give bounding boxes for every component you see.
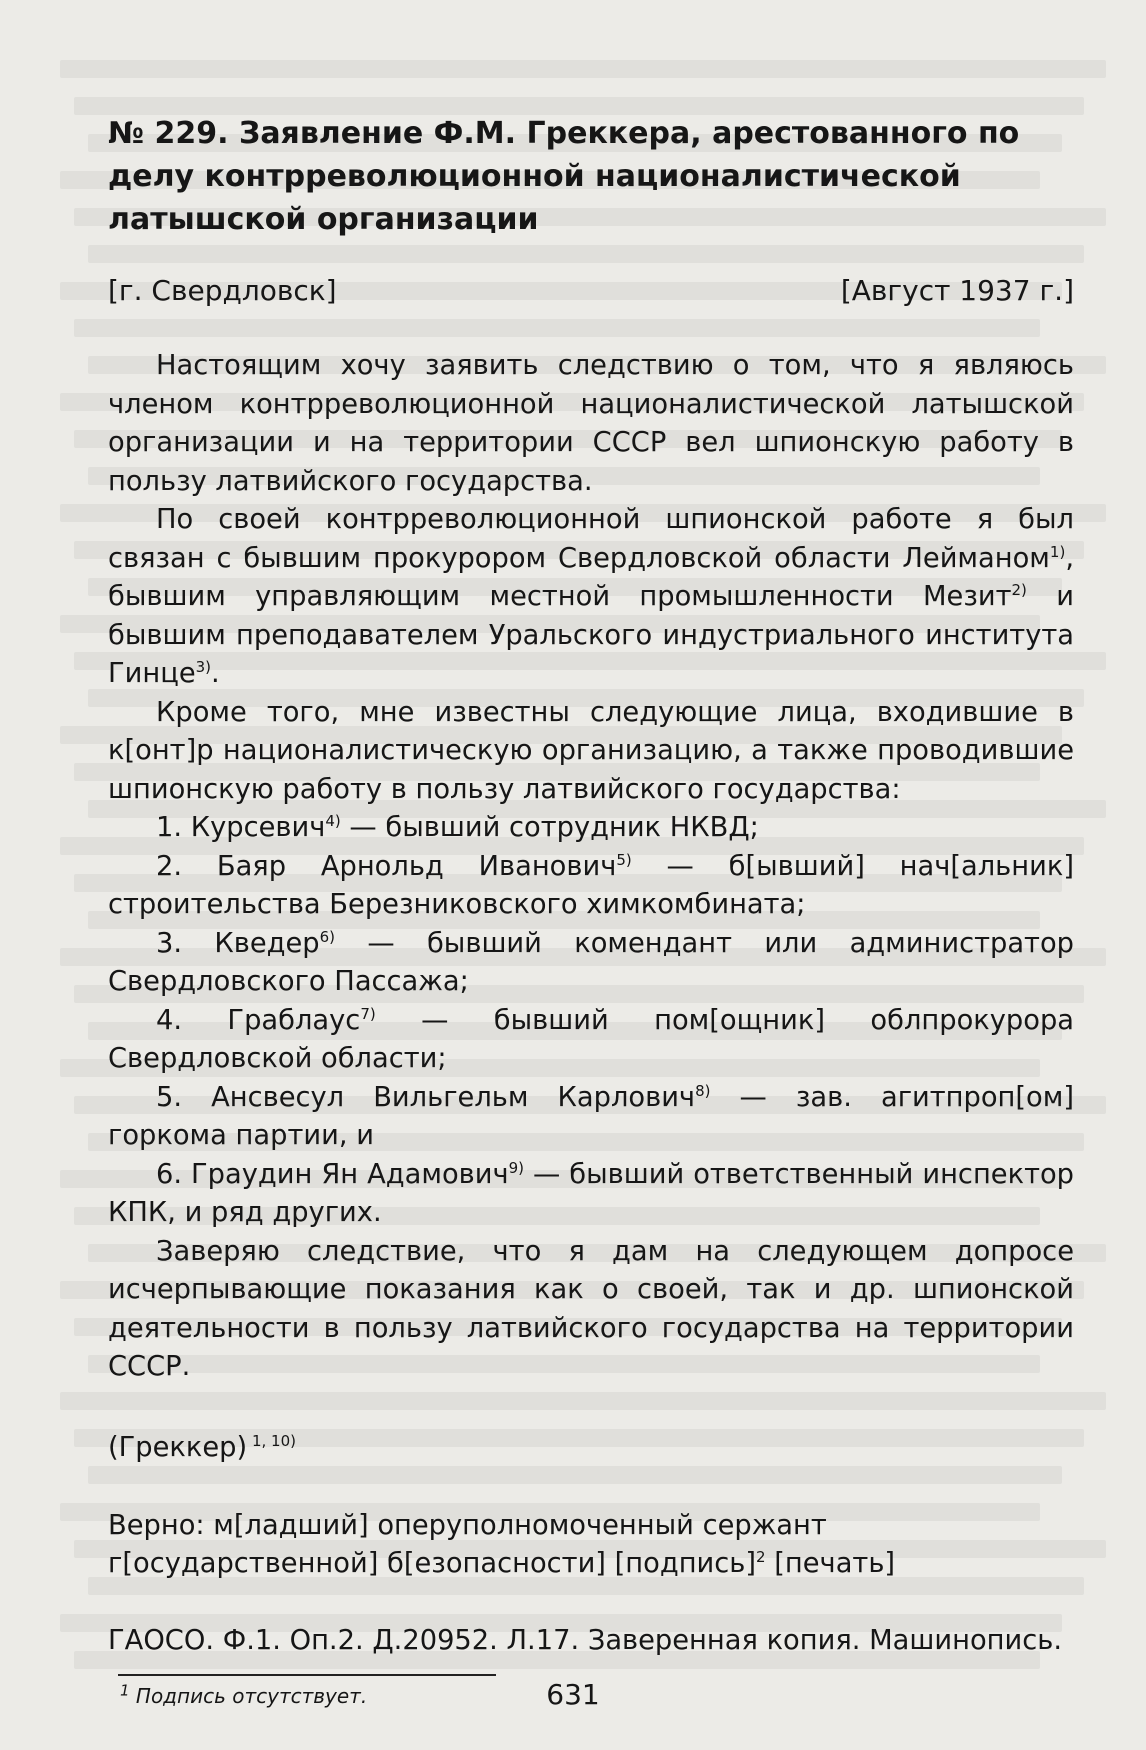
footnote-text: Подпись отсутствует.	[129, 1683, 368, 1708]
paragraph-text: — бывший сотрудник НКВД;	[340, 812, 759, 843]
paragraph-text: 3. Кведер	[156, 927, 320, 959]
statement-paragraph	[108, 1156, 1074, 1233]
statement-paragraph: Кроме того, мне известны следующие лица, входившие в к[онт]р националистическую организацию, а также проводившие шпионскую работу в пользу латвийского государства:	[108, 696, 1074, 805]
footnote-marker: 1	[120, 1680, 130, 1699]
paragraph-text: По своей контрреволюционной шпионской работе я был связан с бывшим прокурором Свердловской области Лейманом	[108, 504, 1074, 574]
statement-paragraph	[108, 1079, 1074, 1156]
archive-source: ГАОСО. Ф.1. Оп.2. Д.20952. Л.17. Заверенная копия. Машинопись.	[108, 1624, 1063, 1656]
footnote-divider	[118, 1674, 496, 1676]
signature-note-refs: 1, 10)	[247, 1431, 296, 1450]
document-place: [г. Свердловск]	[108, 274, 337, 307]
certification-note-ref: 2	[756, 1547, 766, 1566]
document-date: [Август 1937 г.]	[840, 274, 1074, 307]
paragraph-text: .	[211, 658, 220, 689]
note-reference: 2)	[1011, 580, 1027, 599]
certification-seal: [печать]	[765, 1548, 896, 1579]
certification-text: Верно: м[ладший] оперуполномоченный сержант г[осударственной] б[езопасности] [подпись]	[108, 1509, 827, 1579]
bleed-through-line	[60, 60, 1106, 78]
note-reference: 3)	[195, 657, 212, 676]
statement-body	[108, 347, 1074, 1387]
note-reference: 5)	[616, 850, 632, 869]
paragraph-text: — бывший комендант или администратор Свердловского Пассажа;	[108, 927, 1074, 997]
note-reference: 7)	[360, 1004, 376, 1023]
statement-paragraph	[108, 848, 1074, 925]
statement-paragraph: Настоящим хочу заявить следствию о том, что я являюсь членом контрреволюционной националистической латышской организации и на территории СССР вел шпионскую работу в пользу латвийского государства.	[108, 350, 1074, 497]
paragraph-text: — бывший пом[ощник] облпрокурора Свердловской области;	[108, 1004, 1074, 1074]
statement-paragraph	[108, 1002, 1074, 1079]
paragraph-text: — зав. агитпроп[ом] горкома партии, и	[108, 1081, 1074, 1151]
note-reference: 6)	[319, 927, 336, 946]
signature-line	[108, 1429, 1074, 1467]
paragraph-text: 2. Баяр Арнольд Иванович	[156, 850, 617, 882]
document-content	[108, 112, 1074, 1710]
paragraph-text: — бывший ответственный инспектор КПК, и ряд других.	[108, 1158, 1075, 1228]
signature-name: (Греккер)	[108, 1431, 248, 1463]
paragraph-text: , бывшим управляющим местной промышленности Мезит	[108, 542, 1074, 612]
page-number: 631	[546, 1678, 600, 1711]
paragraph-text: 1. Курсевич	[156, 812, 326, 843]
statement-paragraph	[108, 501, 1074, 694]
note-reference: 8)	[695, 1081, 711, 1100]
paragraph-text: 5. Ансвесул Вильгельм Карлович	[156, 1081, 696, 1113]
paragraph-text: 6. Граудин Ян Адамович	[156, 1158, 509, 1190]
paragraph-text: и бывшим преподавателем Уральского индустриального института Гинце	[108, 581, 1074, 689]
place-date-line	[108, 271, 1074, 311]
statement-paragraph	[108, 925, 1074, 1002]
note-reference: 1)	[1049, 542, 1066, 561]
note-reference: 4)	[325, 811, 341, 830]
certification-block	[108, 1507, 1074, 1584]
statement-paragraph: Заверяю следствие, что я дам на следующем допросе исчерпывающие показания как о своей, так и др. шпионской деятельности в пользу латвийского государства на территории СССР.	[108, 1235, 1074, 1382]
note-reference: 9)	[508, 1158, 525, 1177]
paragraph-text: 4. Граблаус	[156, 1004, 361, 1036]
statement-paragraph	[108, 809, 1074, 848]
document-title: № 229. Заявление Ф.М. Греккера, арестованного по делу контрреволюционной националистической латышской организации	[108, 116, 1020, 237]
paragraph-text: — б[ывший] нач[альник] строительства Березниковского химкомбината;	[108, 850, 1074, 920]
